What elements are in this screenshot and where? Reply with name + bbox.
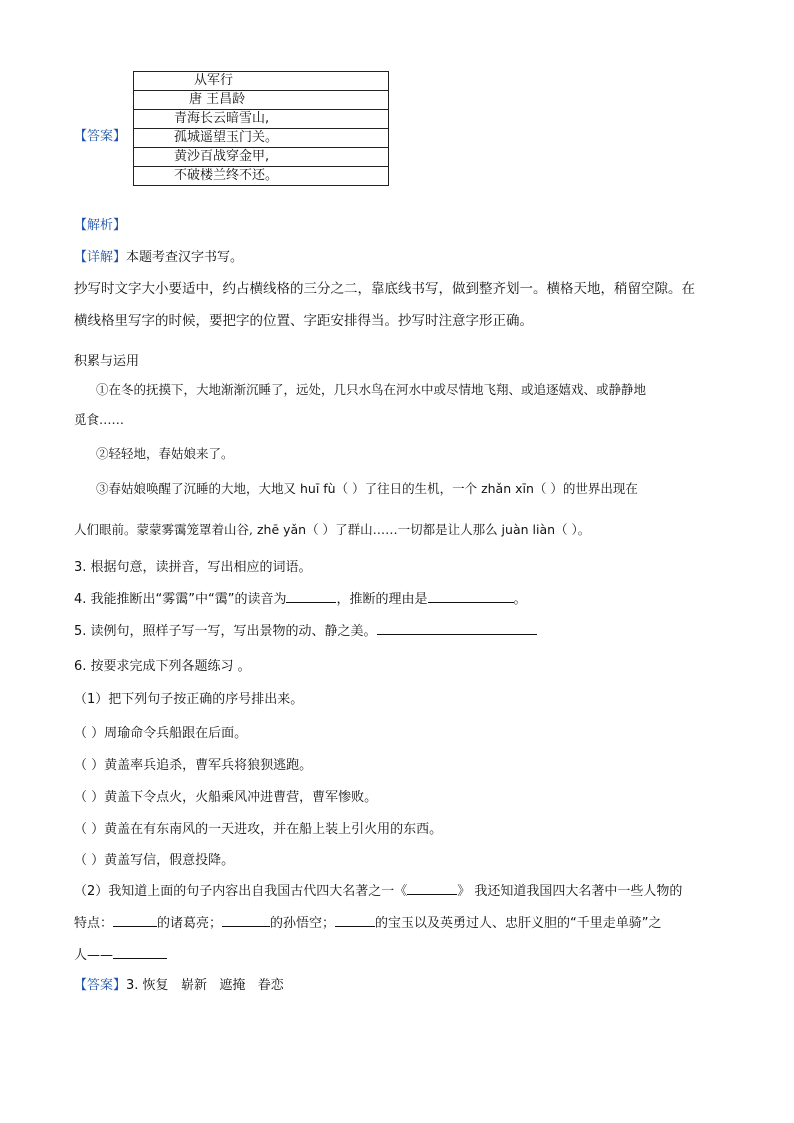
question-5-text: 5. 读例句，照样子写一写，写出景物的动、静之美。 [74,624,377,639]
answer-blank[interactable] [335,912,375,927]
answer-blank[interactable] [286,588,336,603]
analysis-tag: 【解析】 [74,218,127,233]
explain-line-1: 抄写时文字大小要适中，约占横线格的三分之二，靠底线书写，做到整齐划一。横格天地，稍留空隙。在 [74,281,695,297]
poem-line: 黄沙百战穿金甲, [134,148,389,167]
passage-p4-b: 了群山……一切都是让人那么 [335,522,498,537]
explain-line-2: 横线格里写字的时候，要把字的位置、字距安排得当。抄写时注意字形正确。 [74,313,533,329]
passage-p4 [74,520,590,538]
question-6-2-line1 [74,880,682,899]
order-item[interactable]: （ ）黄盖写信，假意投降。 [74,853,235,868]
pinyin-juanlian: juàn liàn（ ）。 [497,522,591,537]
question-6-2-f: 的宝玉以及英勇过人、忠肝义胆的“千里走单骑”之 [375,916,662,931]
final-answer-tag: 【答案】 [74,978,127,993]
question-3: 3. 根据句意，读拼音，写出相应的词语。 [74,560,312,575]
final-answer-text: 3. 恢复 崭新 遮掩 眷恋 [126,978,284,993]
poem-table [133,71,389,186]
answer-blank[interactable] [428,588,514,603]
answer-blank[interactable] [113,912,157,927]
answer-blank[interactable] [113,944,167,959]
passage-p4-a: 人们眼前。蒙蒙雾霭笼罩着山谷, [74,522,253,537]
detail-tag: 【详解】 [74,250,127,265]
passage-p3-a: ③春姑娘唤醒了沉睡的大地，大地又 [96,481,297,496]
question-6-2-a: （2）我知道上面的句子内容出自我国古代四大名著之一《 [74,884,408,899]
passage-p1a: ①在冬的抚摸下，大地渐渐沉睡了，远处，几只水鸟在河水中或尽情地飞翔、或追逐嬉戏、或静静地 [96,382,647,397]
question-6-2-g: 人—— [74,948,114,963]
detail-text: 本题考查汉字书写。 [126,250,244,265]
question-6-2-b: 》 我还知道我国四大名著中一些人物的 [457,884,683,899]
poem-line: 孤城遥望玉门关。 [134,129,389,148]
pinyin-huifu: huī fù（ ） [296,481,365,496]
passage-p3-b: 了往日的生机，一个 [364,481,478,496]
answer-blank[interactable] [222,912,270,927]
final-answer-line [74,974,284,993]
question-6-2-line2 [74,912,662,931]
pinyin-zheyan: zhē yǎn（ ） [252,522,336,537]
question-4-a: 4. 我能推断出“雾霭”中“霭”的读音为 [74,592,287,607]
answer-blank[interactable] [377,620,537,635]
detail-line [74,246,243,265]
passage-p1b: 觅食…… [74,412,125,427]
poem-line: 不破楼兰终不还。 [134,167,389,186]
question-6: 6. 按要求完成下列各题练习 。 [74,659,251,674]
question-5 [74,620,537,639]
question-6-2-e: 的孙悟空； [270,916,336,931]
question-6-2-c: 特点： [74,916,114,931]
poem-title: 从军行 [134,72,389,91]
order-item[interactable]: （ ）黄盖在有东南风的一天进攻，并在船上装上引火用的东西。 [74,822,443,837]
passage-p3-c: 的世界出现在 [562,481,638,496]
question-4-c: 。 [513,592,527,607]
order-item[interactable]: （ ）周瑜命令兵船跟在后面。 [74,726,248,741]
section-title: 积累与运用 [74,354,140,369]
answer-blank[interactable] [407,880,457,895]
question-6-1: （1）把下列句子按正确的序号排出来。 [74,692,304,707]
question-4 [74,588,527,607]
question-6-2-line3 [74,944,167,963]
order-item[interactable]: （ ）黄盖下令点火，火船乘风冲进曹营，曹军惨败。 [74,790,378,805]
poem-line: 青海长云暗雪山, [134,110,389,129]
pinyin-zhanxin: zhǎn xīn（ ） [477,481,563,496]
passage-p3 [96,479,638,497]
poem-author: 唐 王昌龄 [134,91,389,110]
order-item[interactable]: （ ）黄盖率兵追杀，曹军兵将狼狈逃跑。 [74,758,313,773]
question-6-2-d: 的诸葛亮； [157,916,223,931]
passage-p2: ②轻轻地，春姑娘来了。 [96,446,234,461]
question-4-b: ，推断的理由是 [336,592,428,607]
answer-tag: 【答案】 [74,129,127,144]
